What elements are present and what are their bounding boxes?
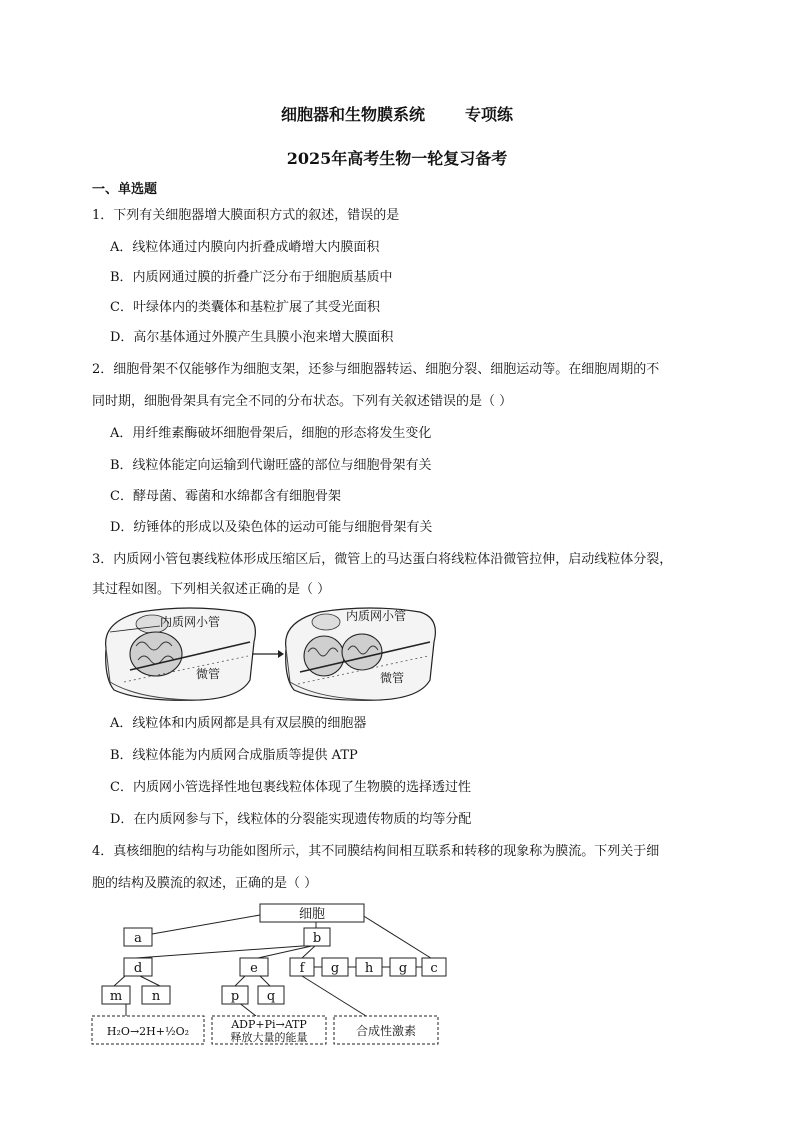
node-n-label: n <box>151 989 161 1004</box>
node-b-label: b <box>312 931 322 946</box>
question-2-option-a: A．用纤维素酶破坏细胞骨架后，细胞的形态将发生变化 <box>110 426 432 441</box>
question-2-option-d: D．纺锤体的形成以及染色体的运动可能与细胞骨架有关 <box>110 520 433 535</box>
er-tubule-label-left: 内质网小管 <box>160 615 221 629</box>
node-e-label: e <box>250 961 258 976</box>
question-1-option-a: A．线粒体通过内膜向内折叠成嵴增大内膜面积 <box>110 240 380 255</box>
page-subtitle: 2025年高考生物一轮复习备考 <box>286 149 508 168</box>
page-title <box>0 102 794 125</box>
question-2-stem-line-2: 同时期，细胞骨架具有完全不同的分布状态。下列有关叙述错误的是（ ） <box>92 394 513 409</box>
question-2-option-c: C．酵母菌、霉菌和水绵都含有细胞骨架 <box>110 489 341 504</box>
note-p-text-line-1: ADP+Pi→ATP <box>231 1018 307 1031</box>
question-2-option-b: B．线粒体能定向运输到代谢旺盛的部位与细胞骨架有关 <box>110 458 432 473</box>
node-a-label: a <box>134 931 142 946</box>
node-f-label: f <box>299 961 305 976</box>
question-2-stem-line-1: 2．细胞骨架不仅能够作为细胞支架，还参与细胞器转运、细胞分裂、细胞运动等。在细胞周期的不 <box>92 362 660 377</box>
node-cell-label: 细胞 <box>298 907 326 922</box>
note-f-text: 合成性激素 <box>355 1024 417 1038</box>
node-d-label: d <box>133 961 143 976</box>
note-p-text-line-2: 释放大量的能量 <box>230 1031 308 1044</box>
note-m-text: H₂O→2H+½O₂ <box>106 1025 190 1038</box>
title-suffix: 专项练 <box>465 105 514 124</box>
question-3-option-d: D．在内质网参与下，线粒体的分裂能实现遗传物质的均等分配 <box>110 812 472 827</box>
node-p-label: p <box>230 989 240 1004</box>
question-1-stem: 1．下列有关细胞器增大膜面积方式的叙述，错误的是 <box>92 208 400 223</box>
node-g-1-label: g <box>330 961 340 976</box>
question-3-stem-line-2: 其过程如图。下列相关叙述正确的是（ ） <box>92 582 331 597</box>
node-q-label: q <box>266 989 276 1004</box>
question-3-stem-line-1: 3．内质网小管包裹线粒体形成压缩区后，微管上的马达蛋白将线粒体沿微管拉伸，启动线粒体分裂， <box>92 552 673 567</box>
question-3-option-c: C．内质网小管选择性地包裹线粒体体现了生物膜的选择透过性 <box>110 780 471 795</box>
question-3-option-b: B．线粒体能为内质网合成脂质等提供 ATP <box>110 748 358 763</box>
question-1-option-c: C．叶绿体内的类囊体和基粒扩展了其受光面积 <box>110 300 380 315</box>
microtubule-label-left: 微管 <box>196 667 221 681</box>
node-g-2-label: g <box>398 961 408 976</box>
node-c-label: c <box>430 961 438 976</box>
node-h-label: h <box>364 961 374 976</box>
microtubule-label-right: 微管 <box>380 671 405 685</box>
question-4-stem-line-1: 4．真核细胞的结构与功能如图所示，其不同膜结构间相互联系和转移的现象称为膜流。下列关于细 <box>92 844 660 859</box>
question-1-option-d: D．高尔基体通过外膜产生具膜小泡来增大膜面积 <box>110 330 394 345</box>
section-heading: 一、单选题 <box>92 182 158 197</box>
title-main: 细胞器和生物膜系统 <box>280 105 425 124</box>
question-3-option-a: A．线粒体和内质网都是具有双层膜的细胞器 <box>110 716 367 731</box>
mitochondria-division-figure <box>100 602 440 706</box>
cell-structure-diagram <box>90 900 450 1050</box>
er-tubule-label-right: 内质网小管 <box>346 609 407 623</box>
arrow-icon <box>252 650 284 658</box>
node-m-label: m <box>109 989 123 1004</box>
question-1-option-b: B．内质网通过膜的折叠广泛分布于细胞质基质中 <box>110 270 393 285</box>
question-4-stem-line-2: 胞的结构及膜流的叙述，正确的是（ ） <box>92 876 318 891</box>
